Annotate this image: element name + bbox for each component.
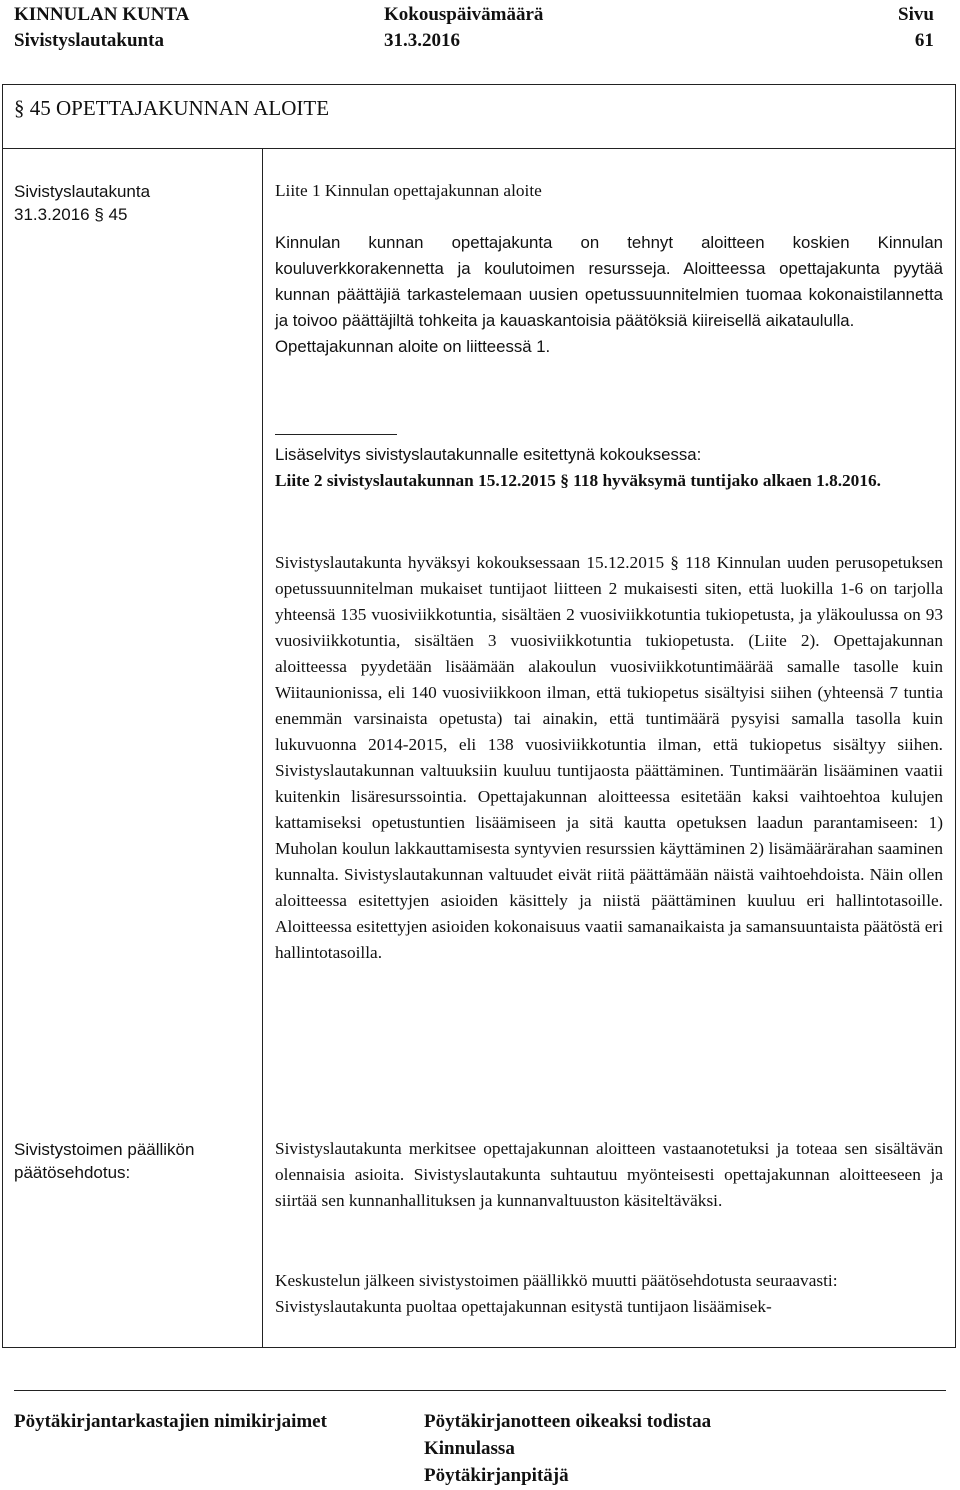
section-title: § 45 OPETTAJAKUNNAN ALOITE [14,96,330,120]
decision-paragraph: Sivistyslautakunta hyväksyi kokouksessaan 15.12.2015 § 118 Kinnulan uuden perusopetuksen opetussuunnitelman mukaiset tuntijaot liitteen 2 mukaisesti siten, että luokilla 1-6 on tarjolla yhteensä 135 vuosiviikkotuntia, sisältäen 2 vuosiviikkotuntia tukiopetusta, ja yläkoulussa on 93 vuosiviikkotuntia, sisältäen 3 vuosiviikkotuntia tukiopetusta. (Liite 2). Opettajakunnan aloitteessa pyydetään lisäämään alakoulun vuosiviikkotuntimäärää samalle tasolle kuin Wiitaunionissa, eli 140 vuosiviikkoon ilman, että tukiopetus sisältyisi siihen (yhteensä 7 tuntia enemmän varsinaista opetusta) tai ainakin, että tuntimäärä pysyisi samalla tasolla kuin lukuvuonna 2014-2015, eli 138 vuosiviikkotuntia ilman, että tukiopetus sisältyy siihen. Sivistyslautakunnan valtuuksiin kuuluu tuntijaosta päättäminen. Tuntimäärän lisääminen vaatii kuitenkin lisäresurssointia. Opettajakunnan aloitteessa esitetään kaksi vaihtoehtoa kulujen kattamiseksi opetustuntien lisäämiseen ja sitä kautta opetuksen laadun parantamiseen: 1) Muholan koulun lakkauttamisesta syntyvien resurssien käyttäminen 2) lisämäärärahan saaminen kunnalta. Sivistyslautakunnan valtuudet eivät riitä päättämään näistä vaihtoehdoista. Näin ollen aloitteessa esitettyjen asioiden käsittely ja niistä päättäminen kuuluu eri hallintotasoille. Aloitteessa esitettyjen asioiden kokonaisuus vaatii samanaikaista ja samansuuntaista päätöstä eri hallintotasoilla. [275,553,943,962]
header-center [384,2,543,54]
intro-block [275,230,943,360]
left-ref-date: 31.3.2016 § 45 [14,205,128,224]
amended-proposal: Sivistyslautakunta puoltaa opettajakunnan esitystä tuntijaon lisäämisek- [275,1297,772,1316]
clarification-text: Lisäselvitys sivistyslautakunnalle esitettynä kokouksessa: [275,445,702,464]
header-right [898,2,934,54]
attachment-note: Opettajakunnan aloite on liitteessä 1. [275,337,551,356]
proposal-label-line1: Sivistystoimen päällikön [14,1140,195,1159]
footer-signatures: Pöytäkirjantarkastajien nimikirjaimet [14,1411,327,1432]
date-label: Kokouspäivämäärä [384,4,544,25]
left-ref-board: Sivistyslautakunta [14,182,151,201]
footer-certified: Pöytäkirjanotteen oikeaksi todistaa [424,1411,712,1432]
discussion-paragraph: Keskustelun jälkeen sivistystoimen päällikkö muutti päätösehdotusta seuraavasti: [275,1271,838,1290]
footer-place: Kinnulassa [424,1438,515,1459]
title-divider [2,148,956,149]
attachment-2-text: Liite 2 sivistyslautakunnan 15.12.2015 § 118 hyväksymä tuntijako alkaen 1.8.2016. [275,471,881,490]
proposal-label [14,1138,194,1184]
proposal-paragraph: Sivistyslautakunta merkitsee opettajakunnan aloitteen vastaanotetuksi ja toteaa sen sisältävän olennaisia asioita. Sivistyslautakunta suhtautuu myönteisesti opettajakunnan aloitteeseen ja siirtää sen kunnanhallituksen ja kunnanvaltuuston käsiteltäväksi. [275,1139,943,1210]
footer-certification [424,1408,711,1489]
intro-paragraph: Kinnulan kunnan opettajakunta on tehnyt aloitteen koskien Kinnulan kouluverkkorakennetta ja koulutoimen resursseja. Aloitteessa opettajakunta pyytää kunnan päättäjiä tarkastelemaan uusien opetussuunnitelmien tuomaa kokonaistilannetta ja toivoo päättäjiltä tohkeita ja kauaskantoisia päätöksiä kiireisellä aikataululla. [275,233,943,330]
municipality-name: KINNULAN KUNTA [14,4,190,25]
discussion-block [275,1268,943,1320]
board-name: Sivistyslautakunta [14,30,164,51]
column-divider [262,149,263,1348]
attachment-1-text: Liite 1 Kinnulan opettajakunnan aloite [275,181,542,200]
page-label: Sivu [898,4,934,25]
clarification-block [275,442,943,494]
left-reference [14,180,150,226]
attachment-1 [275,178,943,204]
footer-rule [14,1390,946,1391]
footer-keeper: Pöytäkirjanpitäjä [424,1465,569,1486]
proposal-label-line2: päätösehdotus: [14,1163,131,1182]
meeting-date: 31.3.2016 [384,30,460,51]
separator-rule [275,434,397,435]
decision-block [275,550,943,966]
page-number: 61 [914,30,934,51]
proposal-block [275,1136,943,1214]
header-left [14,2,189,54]
